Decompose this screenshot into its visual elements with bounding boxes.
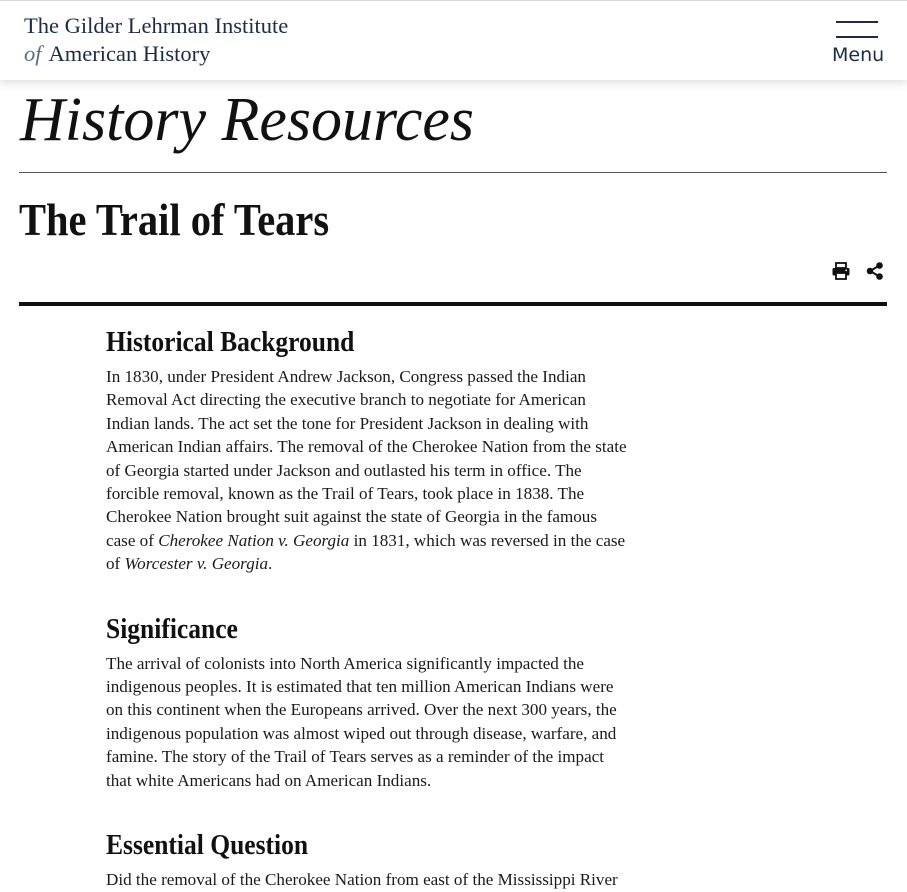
section-heading: Significance bbox=[106, 612, 238, 645]
share-icon[interactable] bbox=[865, 261, 885, 281]
title-divider bbox=[19, 302, 887, 306]
section-title: History Resources bbox=[20, 86, 475, 154]
section-body: In 1830, under President Andrew Jackson, Congress passed the Indian Removal Act directing the executive branch to negotiate for American Indian lands. The act set the tone for President Jackson in dealing with American Indian affairs. The removal of the Cherokee Nation from the state of Georgia started under Jackson and outlasted his term in office. The forcible removal, known as the Trail of Tears, took place in 1838. The Cherokee Nation brought suit against the state of Georgia in the famous case of Cherokee Nation v. Georgia in 1831, which was reversed in the case of Worcester v. Georgia. bbox=[106, 367, 627, 574]
article-content bbox=[106, 322, 628, 892]
divider bbox=[19, 172, 887, 173]
menu-label: Menu bbox=[832, 44, 885, 66]
logo-line-2 bbox=[24, 40, 288, 68]
logo-of: of bbox=[24, 41, 42, 66]
page-title: The Trail of Tears bbox=[19, 195, 330, 245]
site-header bbox=[0, 0, 907, 80]
section-body: The arrival of colonists into North America significantly impacted the indigenous peoples. It is estimated that ten million American Indians were on this continent when the Europeans arrived. Over the next 300 years, the indigenous population was almost wiped out through disease, warfare, and famine. The story of the Trail of Tears serves as a reminder of the impact that white Americans had on American Indians. bbox=[106, 653, 617, 790]
logo-line-2-text: American History bbox=[48, 41, 211, 66]
menu-button[interactable] bbox=[832, 21, 884, 69]
section-heading: Essential Question bbox=[106, 829, 309, 862]
case-title: Cherokee Nation v. Georgia bbox=[158, 530, 350, 550]
site-logo[interactable] bbox=[24, 12, 288, 68]
section-body: Did the removal of the Cherokee Nation from east of the Mississippi River bbox=[106, 870, 618, 890]
print-icon[interactable] bbox=[831, 261, 851, 281]
section-heading: Historical Background bbox=[106, 326, 355, 358]
hamburger-icon bbox=[836, 21, 878, 39]
logo-line-1: The Gilder Lehrman Institute bbox=[24, 13, 289, 38]
case-title: Worcester v. Georgia bbox=[124, 554, 269, 574]
